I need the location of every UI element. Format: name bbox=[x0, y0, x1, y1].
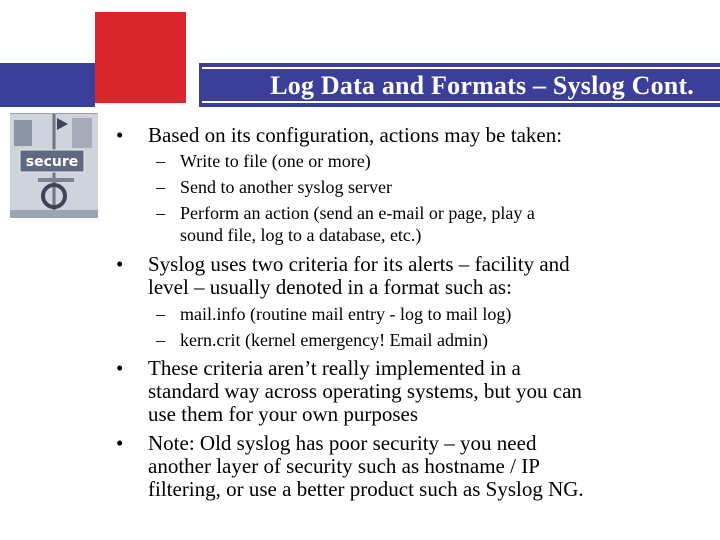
bullet-marker: • bbox=[116, 356, 124, 380]
sub-bullet-marker: – bbox=[156, 203, 165, 223]
sub-bullet-marker: – bbox=[156, 330, 165, 350]
bullet-text-line: These criteria aren’t really implemented in a bbox=[148, 356, 521, 380]
bullet-text-line: level – usually denoted in a format such as: bbox=[148, 275, 512, 299]
sub-bullet-text-line: Send to another syslog server bbox=[180, 177, 392, 197]
sub-bullet-marker: – bbox=[156, 304, 165, 324]
secure-key-icon bbox=[10, 114, 98, 218]
sub-bullet-text-line: mail.info (routine mail entry - log to mail log) bbox=[180, 304, 512, 324]
secure-lock-image bbox=[10, 113, 98, 218]
blue-accent-band bbox=[0, 63, 95, 107]
bullet-text-line: filtering, or use a better product such as Syslog NG. bbox=[148, 477, 584, 501]
bullet-marker: • bbox=[116, 252, 124, 276]
bullet-marker: • bbox=[116, 123, 124, 147]
sub-bullet-text-line: sound file, log to a database, etc.) bbox=[180, 225, 422, 245]
sub-bullet-text-line: kern.crit (kernel emergency! Email admin) bbox=[180, 330, 489, 350]
bullet-text-line: Based on its configuration, actions may be taken: bbox=[148, 123, 563, 147]
bullet-text-line: standard way across operating systems, but you can bbox=[148, 379, 582, 403]
bullet-text-line: Note: Old syslog has poor security – you need bbox=[148, 431, 537, 455]
slide-title: Log Data and Formats – Syslog Cont. bbox=[270, 71, 694, 100]
bullet-marker: • bbox=[116, 431, 124, 455]
title-bar bbox=[196, 63, 720, 107]
bullet-text-line: Syslog uses two criteria for its alerts – facility and bbox=[148, 252, 570, 276]
sub-bullet-marker: – bbox=[156, 177, 165, 197]
red-accent-square bbox=[95, 12, 186, 103]
bullet-text-line: use them for your own purposes bbox=[148, 402, 419, 426]
bullet-text-line: another layer of security such as hostname / IP bbox=[148, 454, 540, 478]
sub-bullet-text-line: Perform an action (send an e-mail or page, play a bbox=[180, 203, 535, 223]
sub-bullet-text-line: Write to file (one or more) bbox=[180, 151, 371, 171]
secure-label: secure bbox=[25, 154, 79, 170]
sub-bullet-marker: – bbox=[156, 151, 165, 171]
